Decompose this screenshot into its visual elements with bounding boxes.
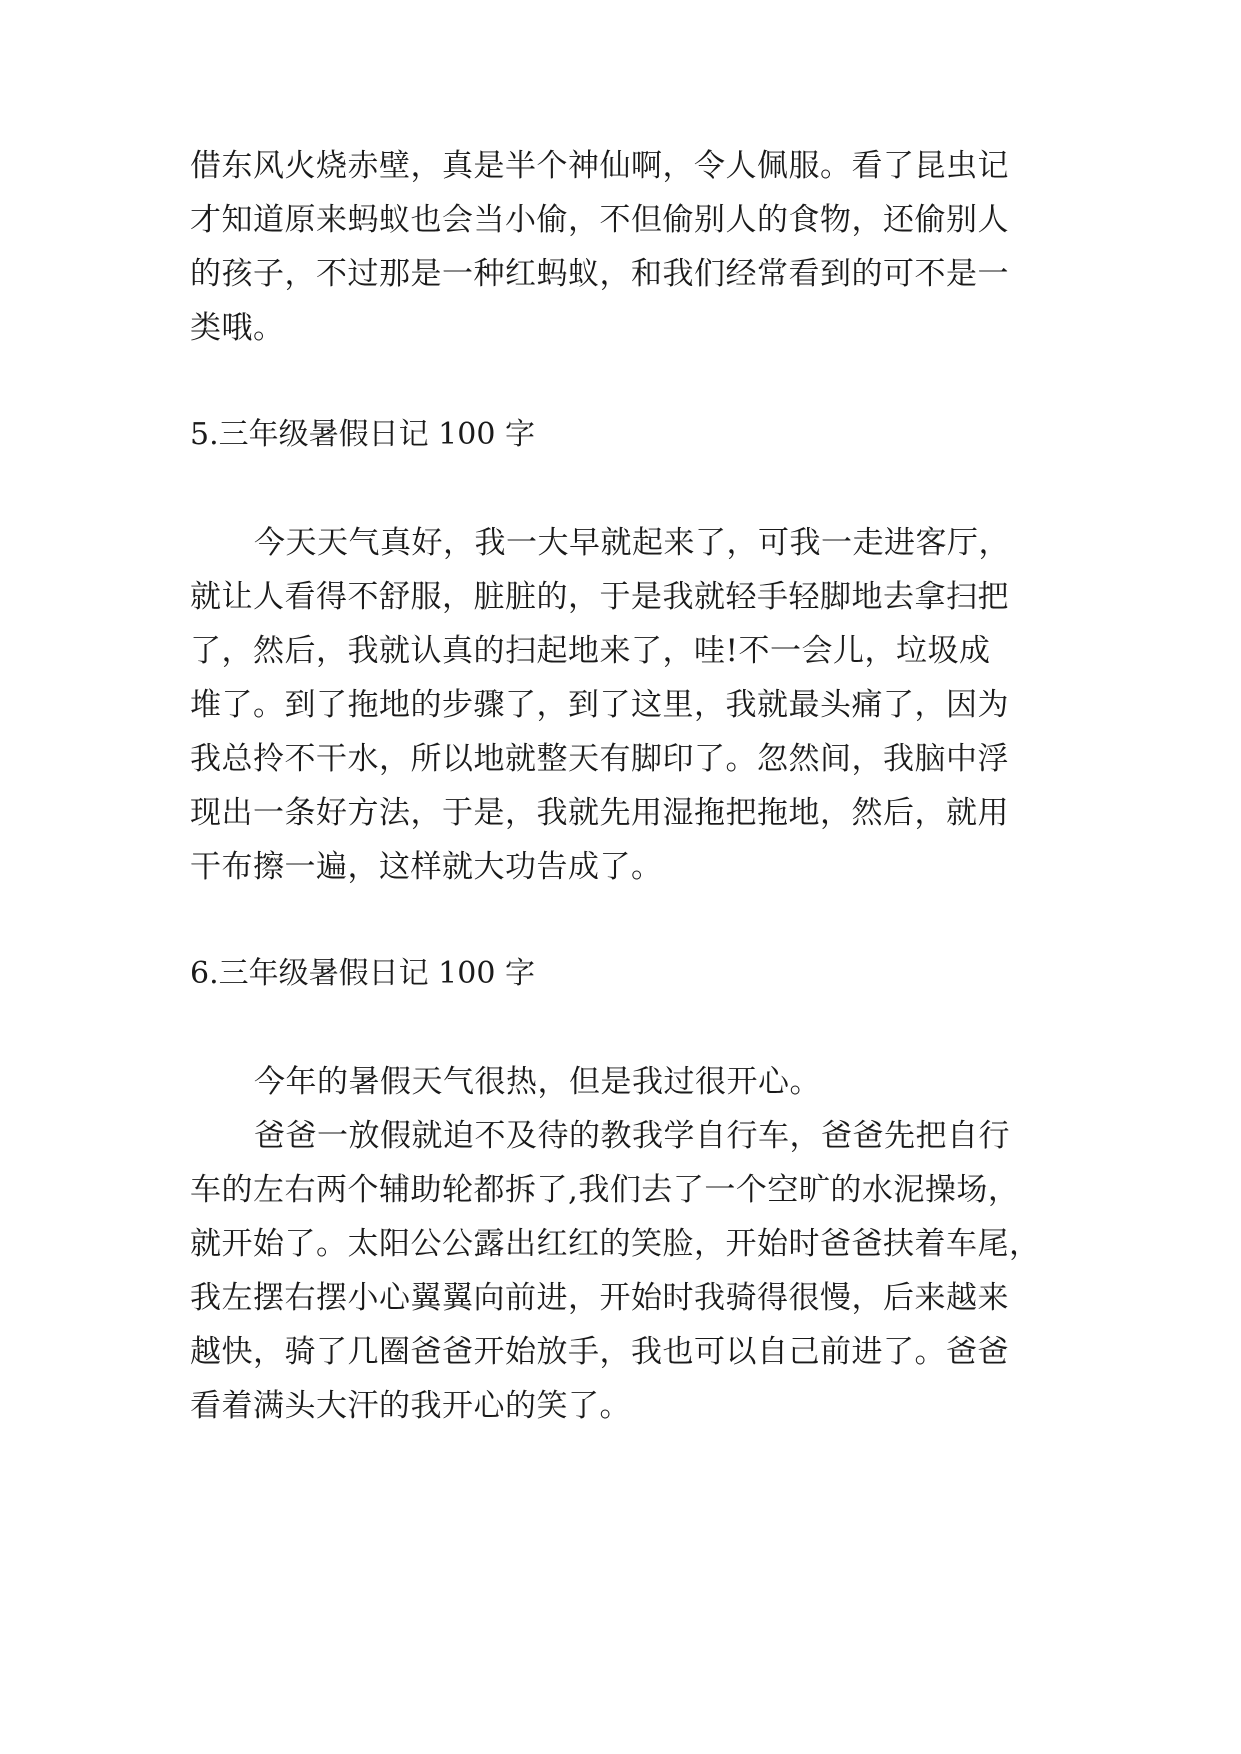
paragraph-line: 借东风火烧赤壁，真是半个神仙啊，令人佩服。看了昆虫记 (190, 148, 1009, 184)
paragraph-line: 了，然后，我就认真的扫起地来了，哇!不一会儿，垃圾成 (190, 633, 991, 669)
paragraph-line: 越快，骑了几圈爸爸开始放手，我也可以自己前进了。爸爸 (190, 1334, 1009, 1370)
paragraph-line: 类哦。 (190, 310, 285, 346)
paragraph-line: 我总拎不干水，所以地就整天有脚印了。忽然间，我脑中浮 (190, 741, 1009, 777)
section-heading-5: 5.三年级暑假日记 100 字 (190, 417, 535, 452)
paragraph-line: 看着满头大汗的我开心的笑了。 (190, 1388, 631, 1424)
paragraph-line: 就让人看得不舒服，脏脏的，于是我就轻手轻脚地去拿扫把 (190, 579, 1009, 615)
paragraph-line: 的孩子，不过那是一种红蚂蚁，和我们经常看到的可不是一 (190, 256, 1009, 292)
section-heading-6: 6.三年级暑假日记 100 字 (190, 956, 535, 991)
paragraph-line: 今年的暑假天气很热，但是我过很开心。 (254, 1064, 821, 1100)
paragraph-line: 爸爸一放假就迫不及待的教我学自行车，爸爸先把自行 (254, 1118, 1010, 1154)
paragraph-line: 就开始了。太阳公公露出红红的笑脸，开始时爸爸扶着车尾， (190, 1226, 1041, 1262)
paragraph-line: 车的左右两个辅助轮都拆了,我们去了一个空旷的水泥操场， (190, 1172, 1020, 1208)
paragraph-line: 今天天气真好，我一大早就起来了，可我一走进客厅， (254, 525, 1010, 561)
paragraph-line: 堆了。到了拖地的步骤了，到了这里，我就最头痛了，因为 (190, 687, 1009, 723)
paragraph-line: 才知道原来蚂蚁也会当小偷，不但偷别人的食物，还偷别人 (190, 202, 1009, 238)
paragraph-line: 干布擦一遍，这样就大功告成了。 (190, 849, 663, 885)
paragraph-line: 我左摆右摆小心翼翼向前进，开始时我骑得很慢，后来越来 (190, 1280, 1009, 1316)
paragraph-line: 现出一条好方法，于是，我就先用湿拖把拖地，然后，就用 (190, 795, 1009, 831)
